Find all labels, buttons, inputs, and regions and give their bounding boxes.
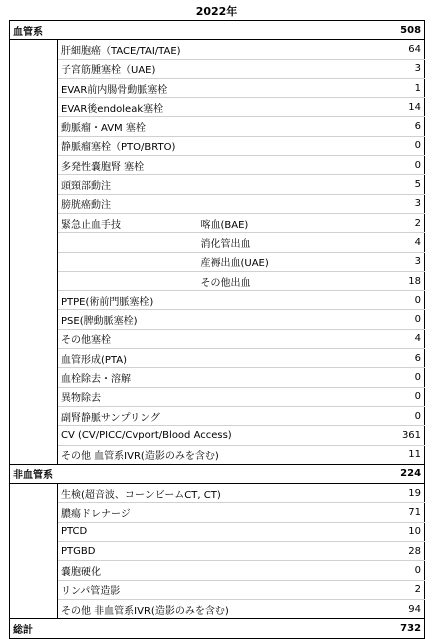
procedure-name: 嚢胞硬化 (58, 561, 198, 580)
category-spacer (10, 445, 58, 464)
procedure-subtype (198, 445, 345, 464)
procedure-name: 静脈瘤塞栓（PTO/BRTO) (58, 136, 198, 155)
procedure-subtype (198, 406, 345, 425)
procedure-name: 緊急止血手技 (58, 213, 198, 232)
procedure-subtype (198, 175, 345, 194)
category-total: 224 (345, 464, 425, 483)
category-spacer (10, 599, 58, 618)
procedure-count: 1 (345, 78, 425, 97)
procedure-subtype (198, 503, 345, 522)
table-row (10, 580, 425, 599)
category-spacer (10, 78, 58, 97)
procedure-count: 2 (345, 213, 425, 232)
grand-total-value: 732 (345, 619, 425, 638)
procedure-subtype (198, 368, 345, 387)
procedure-subtype (198, 542, 345, 561)
table-row (10, 194, 425, 213)
procedure-subtype (198, 310, 345, 329)
category-spacer (10, 156, 58, 175)
procedure-name: 生検(超音波、コーンビームCT, CT) (58, 484, 198, 503)
procedure-name: 膿瘍ドレナージ (58, 503, 198, 522)
procedure-count: 6 (345, 349, 425, 368)
procedure-subtype (198, 40, 345, 59)
procedure-count: 4 (345, 233, 425, 252)
procedure-count: 19 (345, 484, 425, 503)
table-row (10, 117, 425, 136)
procedure-count: 0 (345, 387, 425, 406)
category-spacer (10, 387, 58, 406)
category-spacer (10, 252, 58, 271)
table-row (10, 136, 425, 155)
category-spacer (10, 40, 58, 59)
procedure-subtype (198, 561, 345, 580)
procedure-name (58, 271, 198, 290)
table-row (10, 252, 425, 271)
procedure-subtype: 消化管出血 (198, 233, 345, 252)
table-row (10, 349, 425, 368)
category-spacer (10, 426, 58, 445)
procedure-name: その他 非血管系IVR(造影のみを含む) (58, 599, 198, 618)
procedure-subtype (198, 580, 345, 599)
table-row (10, 40, 425, 59)
procedure-count: 3 (345, 194, 425, 213)
procedure-subtype (198, 98, 345, 117)
procedure-count: 28 (345, 542, 425, 561)
category-spacer (10, 561, 58, 580)
procedure-name: EVAR後endoleak塞栓 (58, 98, 198, 117)
procedure-name: その他塞栓 (58, 329, 198, 348)
category-spacer (10, 291, 58, 310)
table-row (10, 599, 425, 618)
procedure-count: 18 (345, 271, 425, 290)
procedure-count: 0 (345, 136, 425, 155)
procedure-name: 血栓除去・溶解 (58, 368, 198, 387)
table-row (10, 542, 425, 561)
table-row (10, 175, 425, 194)
category-spacer (10, 98, 58, 117)
procedure-count: 0 (345, 310, 425, 329)
procedure-count: 0 (345, 156, 425, 175)
procedure-subtype: その他出血 (198, 271, 345, 290)
procedure-count: 71 (345, 503, 425, 522)
procedure-subtype (198, 156, 345, 175)
table-row (10, 291, 425, 310)
vascular-header-row (10, 21, 425, 40)
table-row (10, 78, 425, 97)
procedure-count: 11 (345, 445, 425, 464)
procedure-name: PTCD (58, 522, 198, 541)
procedure-subtype: 産褥出血(UAE) (198, 252, 345, 271)
procedure-count: 14 (345, 98, 425, 117)
category-spacer (10, 194, 58, 213)
procedure-count: 3 (345, 59, 425, 78)
procedure-name: その他 血管系IVR(造影のみを含む) (58, 445, 198, 464)
table-row (10, 368, 425, 387)
category-total: 508 (345, 21, 425, 40)
category-spacer (10, 522, 58, 541)
procedure-name: PTPE(術前門脈塞栓) (58, 291, 198, 310)
procedure-name: 血管形成(PTA) (58, 349, 198, 368)
procedure-subtype: 喀血(BAE) (198, 213, 345, 232)
procedure-name: 頭頸部動注 (58, 175, 198, 194)
table-row (10, 406, 425, 425)
category-spacer (10, 175, 58, 194)
category-spacer (10, 233, 58, 252)
table-row (10, 484, 425, 503)
table-row (10, 310, 425, 329)
procedure-subtype (198, 59, 345, 78)
procedure-count: 0 (345, 561, 425, 580)
procedure-subtype (198, 78, 345, 97)
category-spacer (10, 542, 58, 561)
procedure-name (58, 233, 198, 252)
category-spacer (10, 329, 58, 348)
procedure-count: 0 (345, 368, 425, 387)
year-title: 2022年 (195, 5, 238, 18)
procedure-subtype (198, 387, 345, 406)
category-spacer (10, 59, 58, 78)
ivr-statistics-table (9, 20, 425, 639)
procedure-count: 0 (345, 291, 425, 310)
procedure-subtype (198, 522, 345, 541)
table-row (10, 503, 425, 522)
category-spacer (10, 368, 58, 387)
procedure-subtype (198, 117, 345, 136)
category-spacer (10, 117, 58, 136)
table-row (10, 561, 425, 580)
procedure-name: EVAR前内腸骨動脈塞栓 (58, 78, 198, 97)
procedure-name: 子宮筋腫塞栓（UAE) (58, 59, 198, 78)
procedure-subtype (198, 136, 345, 155)
procedure-count: 64 (345, 40, 425, 59)
category-spacer (10, 213, 58, 232)
table-row (10, 522, 425, 541)
procedure-count: 3 (345, 252, 425, 271)
procedure-name: PSE(脾動脈塞栓) (58, 310, 198, 329)
category-spacer (10, 484, 58, 503)
category-spacer (10, 136, 58, 155)
procedure-name: 膀胱癌動注 (58, 194, 198, 213)
procedure-count: 361 (345, 426, 425, 445)
procedure-count: 2 (345, 580, 425, 599)
category-spacer (10, 406, 58, 425)
table-row (10, 271, 425, 290)
procedure-name: 動脈瘤・AVM 塞栓 (58, 117, 198, 136)
table-row (10, 156, 425, 175)
table-row (10, 59, 425, 78)
procedure-name: 肝細胞癌（TACE/TAI/TAE) (58, 40, 198, 59)
procedure-name: 副腎静脈サンプリング (58, 406, 198, 425)
category-label: 非血管系 (10, 464, 345, 483)
procedure-name (58, 252, 198, 271)
procedure-name: PTGBD (58, 542, 198, 561)
procedure-subtype (198, 329, 345, 348)
procedure-count: 4 (345, 329, 425, 348)
table-row (10, 98, 425, 117)
table-row (10, 213, 425, 232)
grand-total-label: 総計 (10, 619, 345, 638)
category-spacer (10, 271, 58, 290)
procedure-name: リンパ管造影 (58, 580, 198, 599)
category-label: 血管系 (10, 21, 345, 40)
procedure-count: 10 (345, 522, 425, 541)
procedure-count: 0 (345, 406, 425, 425)
procedure-name: 多発性嚢胞腎 塞栓 (58, 156, 198, 175)
category-spacer (10, 580, 58, 599)
procedure-count: 94 (345, 599, 425, 618)
procedure-subtype (198, 291, 345, 310)
table-row (10, 426, 425, 445)
category-spacer (10, 503, 58, 522)
procedure-count: 5 (345, 175, 425, 194)
procedure-count: 6 (345, 117, 425, 136)
table-row (10, 329, 425, 348)
grand-total-row (10, 619, 425, 638)
category-spacer (10, 349, 58, 368)
table-row (10, 387, 425, 406)
nonvascular-header-row (10, 464, 425, 483)
procedure-name: CV (CV/PICC/Cvport/Blood Access) (58, 426, 198, 445)
procedure-subtype (198, 349, 345, 368)
table-row (10, 445, 425, 464)
procedure-name: 異物除去 (58, 387, 198, 406)
table-row (10, 233, 425, 252)
category-spacer (10, 310, 58, 329)
procedure-subtype (198, 194, 345, 213)
